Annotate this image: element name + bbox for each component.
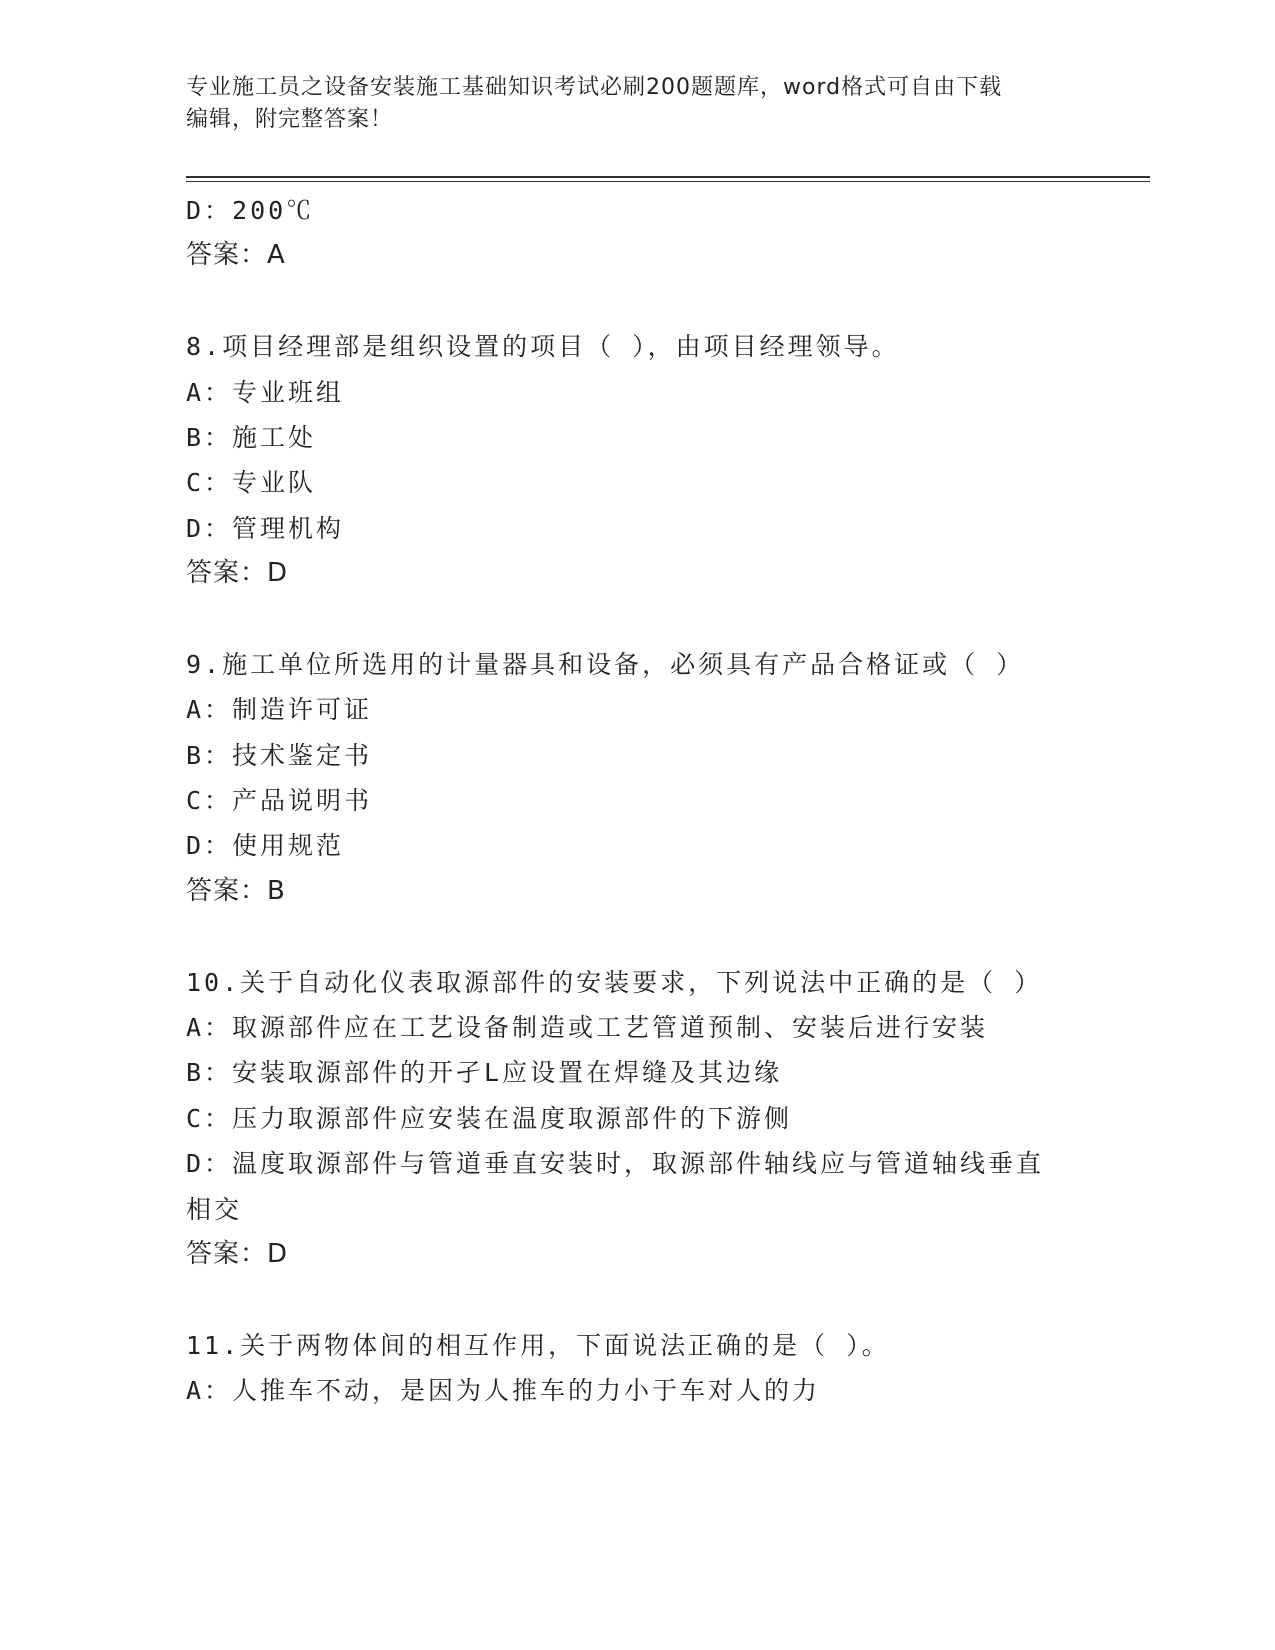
spacer [186,1277,1086,1322]
option-b-q9: B：技术鉴定书 [186,740,373,770]
option-a-q10: A：取源部件应在工艺设备制造或工艺管道预制、安装后进行安装 [186,1013,989,1043]
header-divider-thin [186,181,1150,182]
spacer [186,279,1086,324]
option-d-q7: D：200℃ [186,196,315,225]
option-d-q8: D：管理机构 [186,513,345,543]
header-title-line-2: 编辑，附完整答案！ [186,107,394,132]
option-c-q8: C：专业队 [186,468,317,498]
question-10: 10.关于自动化仪表取源部件的安装要求，下列说法中正确的是（ ） [186,967,1043,997]
answer-q9: 答案：B [186,875,286,906]
header-title-line-1: 专业施工员之设备安装施工基础知识考试必刷200题题库，word格式可自由下载 [186,75,1003,100]
option-a-q9: A：制造许可证 [186,695,373,725]
question-content [186,188,1086,1414]
question-11: 11.关于两物体间的相互作用，下面说法正确的是（ ）。 [186,1330,890,1360]
option-d-q9: D：使用规范 [186,831,345,861]
question-9: 9.施工单位所选用的计量器具和设备，必须具有产品合格证或（ ） [186,649,1025,679]
answer-q7: 答案：A [186,240,286,271]
header-divider-thick [186,176,1150,178]
spacer [186,597,1086,642]
question-8: 8.项目经理部是组织设置的项目（ ），由项目经理领导。 [186,332,900,362]
document-header [186,72,1066,136]
option-d-q10: D：温度取源部件与管道垂直安装时，取源部件轴线应与管道轴线垂直 [186,1149,1045,1179]
option-c-q9: C：产品说明书 [186,786,373,816]
answer-q10: 答案：D [186,1238,289,1269]
option-a-q11: A：人推车不动，是因为人推车的力小于车对人的力 [186,1376,821,1406]
option-a-q8: A：专业班组 [186,377,345,407]
answer-q8: 答案：D [186,558,289,589]
option-b-q8: B：施工处 [186,422,317,452]
option-c-q10: C：压力取源部件应安装在温度取源部件的下游侧 [186,1103,793,1133]
option-b-q10: B：安装取源部件的开孑L应设置在焊缝及其边缘 [186,1058,783,1088]
option-d-q10-continued: 相交 [186,1194,243,1224]
spacer [186,914,1086,959]
